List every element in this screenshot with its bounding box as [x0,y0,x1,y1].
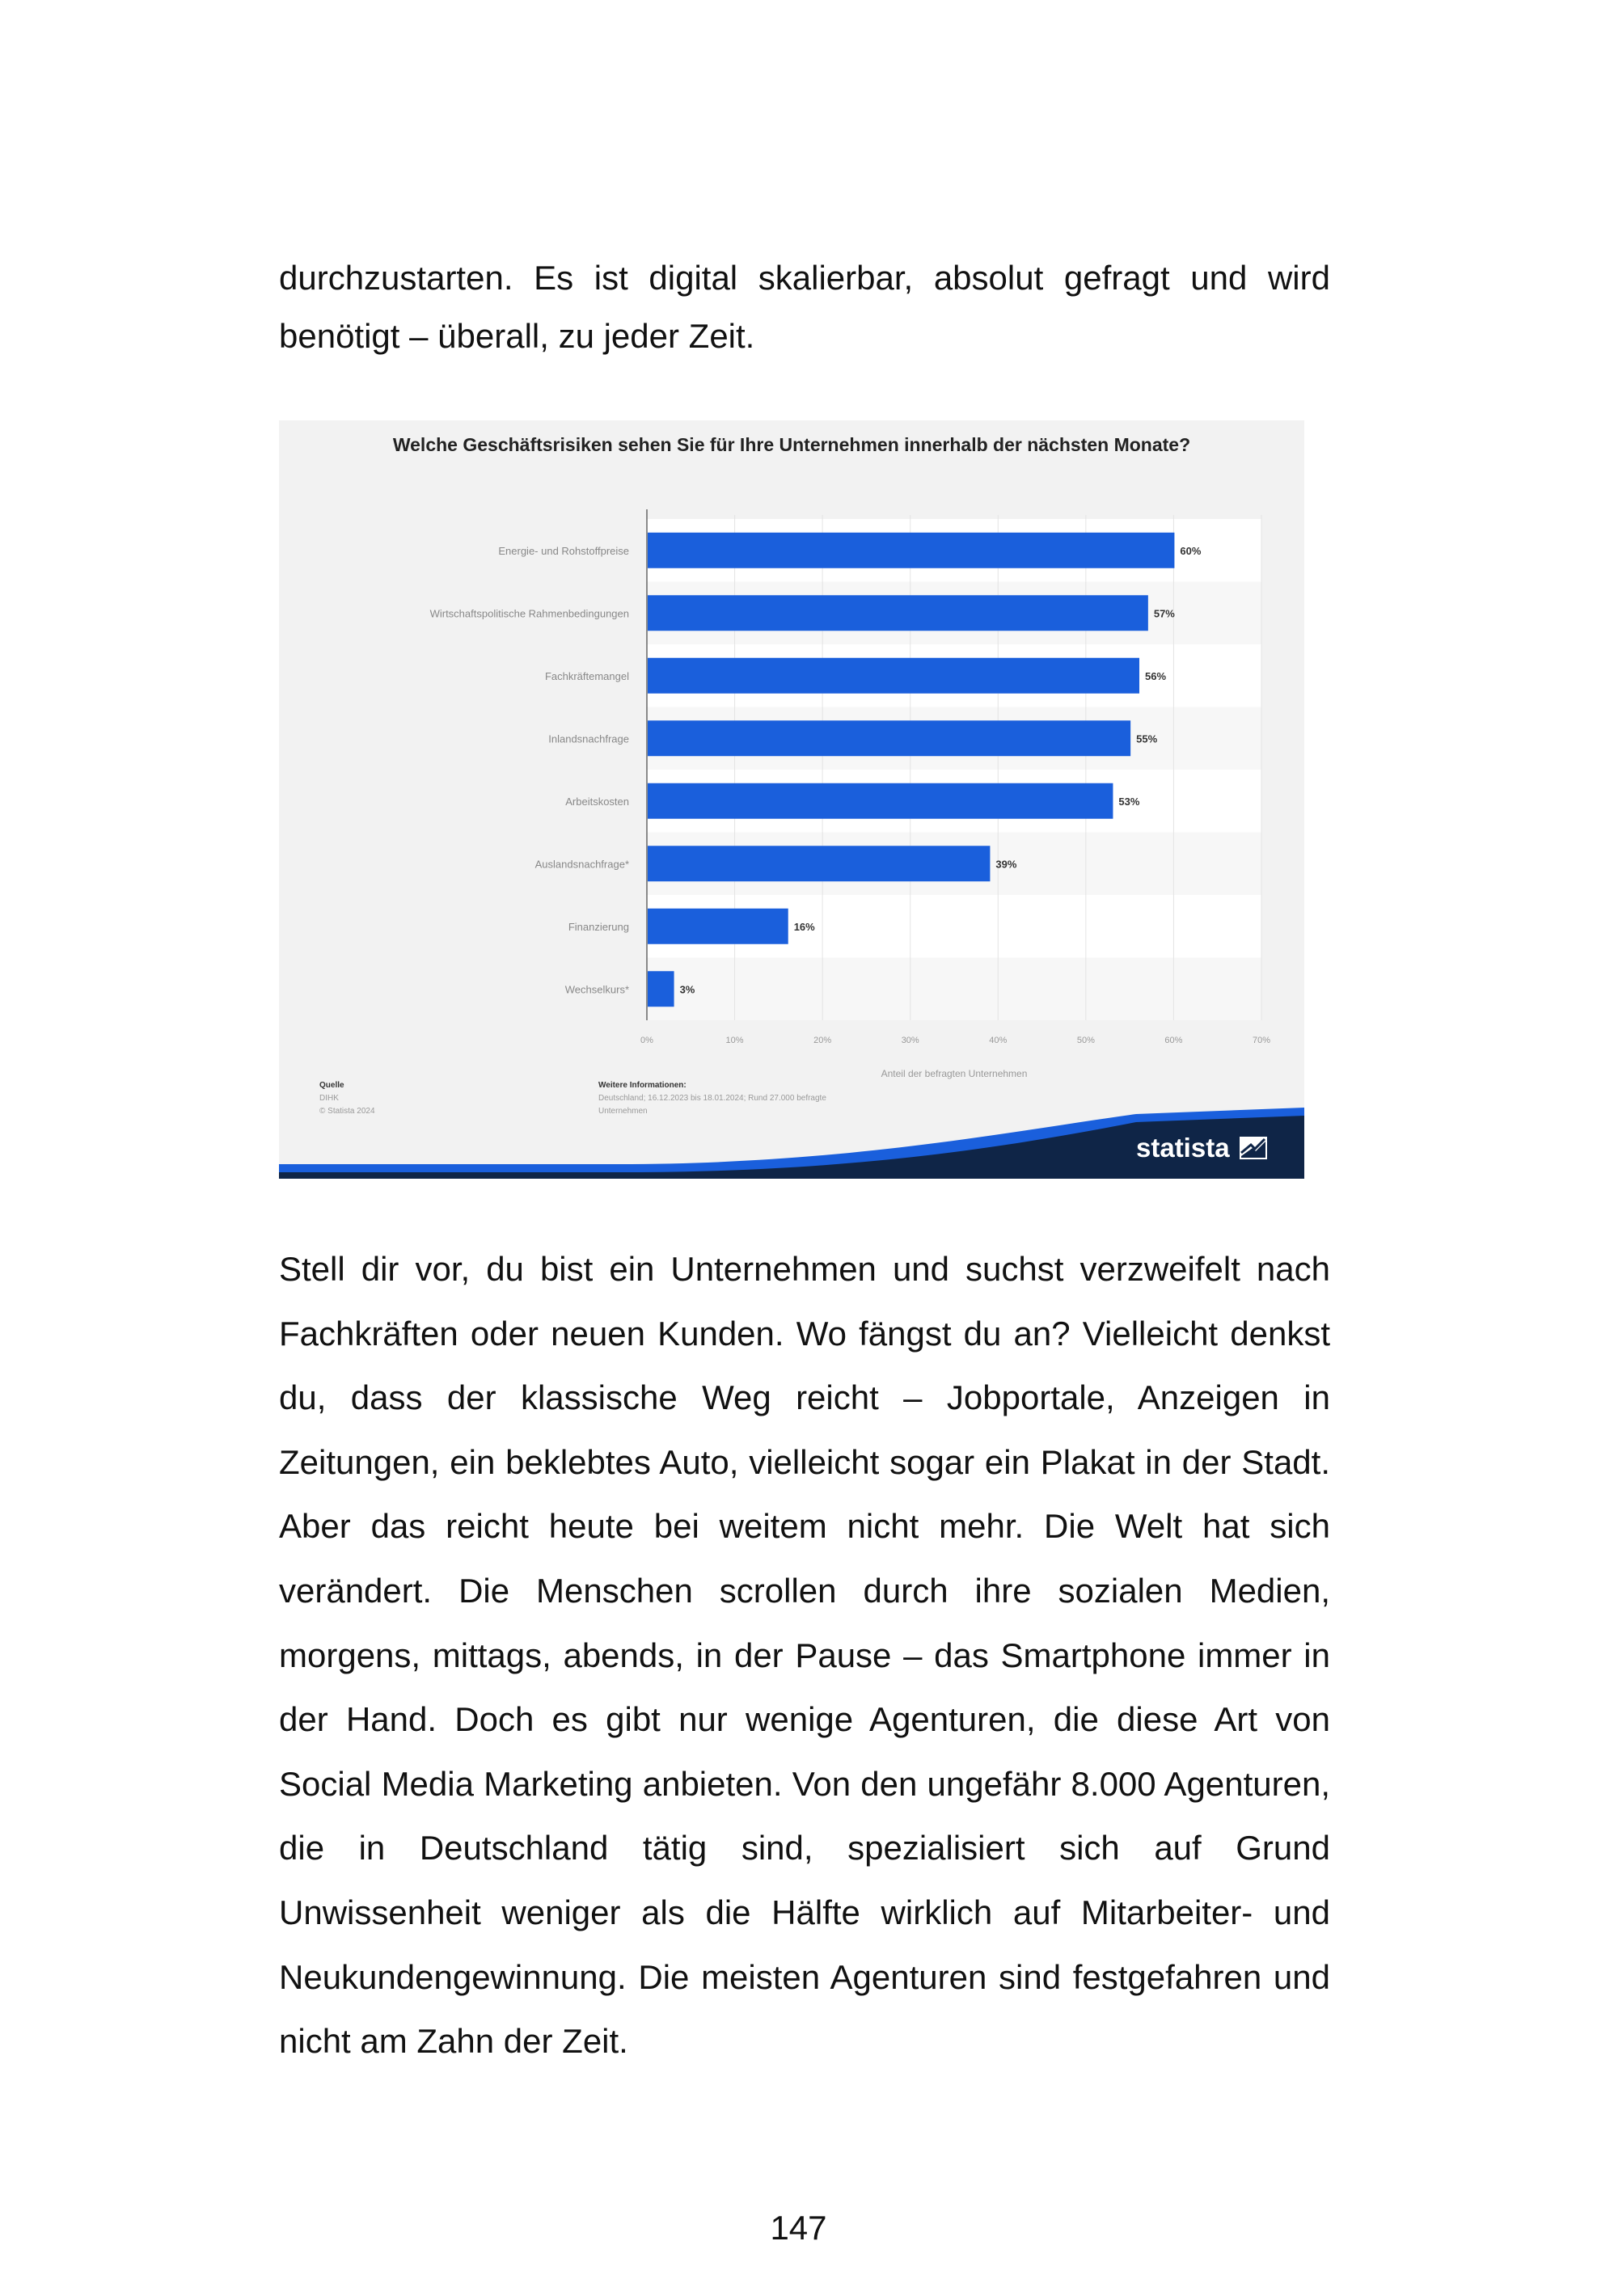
bar [648,720,1130,756]
value-label: 57% [1153,607,1175,620]
x-tick-label: 40% [989,1036,1008,1045]
value-label: 16% [793,920,815,933]
statista-logo-icon [1240,1137,1267,1159]
bar [648,846,990,881]
category-label: Energie- und Rohstoffpreise [498,544,629,557]
value-label: 39% [995,858,1017,871]
value-label: 3% [679,983,695,996]
bar [648,595,1148,631]
x-tick-label: 50% [1076,1036,1095,1045]
source-line: DIHK [319,1094,339,1103]
x-axis-label: Anteil der befragten Unternehmen [881,1068,1028,1079]
x-tick-label: 60% [1164,1036,1183,1045]
category-label: Finanzierung [568,920,629,933]
chart-plot [279,420,1304,1179]
paragraph-body: Stell dir vor, du bist ein Unternehmen und suchst verzweifelt nach Fachkräften oder neuen Kunden. Wo fängst du an? Vielleicht denkst du, dass der klassische Weg reicht – Jobportale, Anzeigen in Zeitungen, ein beklebtes Auto, vielleicht sogar ein Plakat in der Stadt. Aber das reicht heute bei weitem nicht mehr. Die Welt hat sich verändert. Die Menschen scrollen durch ihre sozialen Medien, morgens, mittags, abends, in der Pause – das Smartphone immer in der Hand. Doch es gibt nur wenige Agenturen, die diese Art von Social Media Marketing anbieten. Von den ungefähr 8.000 Agenturen, die in Deutschland tätig sind, spezialisiert sich auf Grund Unwissenheit weniger als die Hälfte wirklich auf Mitarbeiter- und Neukundengewinnung. Die meisten Agenturen sind festgefahren und nicht am Zahn der Zeit. [279,1250,1330,2061]
row-band [647,958,1261,1021]
bar [648,533,1174,568]
x-tick-label: 70% [1252,1036,1271,1045]
x-tick-label: 20% [813,1036,832,1045]
category-label: Wirtschaftspolitische Rahmenbedingungen [429,607,629,620]
bar [648,971,674,1007]
info-line: Unternehmen [598,1107,648,1116]
paragraph-intro: durchzustarten. Es ist digital skalierbar, absolut gefragt und wird benötigt – überall, zu jeder Zeit. [279,259,1330,355]
source-line: © Statista 2024 [319,1107,375,1116]
value-label: 53% [1118,795,1140,808]
chart-info [598,1079,1003,1118]
value-label: 56% [1145,669,1167,682]
x-tick-label: 0% [640,1036,653,1045]
source-label: Quelle [319,1081,344,1090]
info-line: Deutschland; 16.12.2023 bis 18.01.2024; Rund 27.000 befragte [598,1094,826,1103]
bar [648,783,1113,819]
x-tick-label: 30% [901,1036,919,1045]
info-label: Weitere Informationen: [598,1081,687,1090]
value-label: 55% [1136,732,1158,745]
category-label: Wechselkurs* [564,983,629,996]
page-number: 147 [770,2209,827,2247]
chart-title: Welche Geschäftsrisiken sehen Sie für Ihre Unternehmen innerhalb der nächsten Monate? [392,434,1191,455]
category-label: Fachkräftemangel [544,669,629,682]
value-label: 60% [1180,544,1202,557]
category-label: Arbeitskosten [565,795,629,808]
chart-figure [279,420,1304,1179]
category-label: Inlandsnachfrage [548,732,629,745]
x-tick-label: 10% [725,1036,744,1045]
bar [648,658,1139,694]
chart-source [319,1079,530,1118]
brand-name: statista [1136,1133,1230,1163]
bar [648,909,788,944]
category-label: Auslandsnachfrage* [534,858,629,871]
statista-logo [1136,1124,1304,1172]
